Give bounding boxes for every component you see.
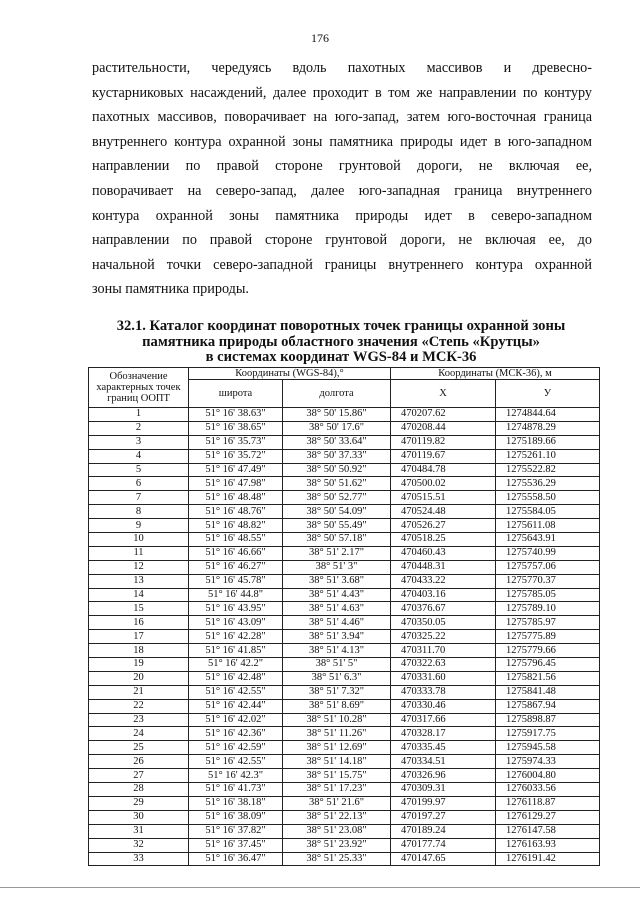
x-cell: 470177.74 [391,838,496,852]
y-cell: 1276129.27 [496,810,600,824]
y-cell: 1275558.50 [496,491,600,505]
longitude-cell: 38° 51' 4.63" [283,602,391,616]
y-cell: 1275974.33 [496,755,600,769]
longitude-cell: 38° 50' 17.6" [283,421,391,435]
latitude-cell: 51° 16' 42.28" [189,630,283,644]
y-cell: 1275898.87 [496,713,600,727]
point-number-cell: 24 [89,727,189,741]
point-number-cell: 1 [89,408,189,422]
point-number-cell: 9 [89,519,189,533]
point-number-cell: 22 [89,699,189,713]
x-cell: 470317.66 [391,713,496,727]
latitude-cell: 51° 16' 42.55" [189,755,283,769]
latitude-cell: 51° 16' 42.36" [189,727,283,741]
header-wgs84-group: Координаты (WGS-84),° [189,368,391,380]
point-number-cell: 16 [89,616,189,630]
longitude-cell: 38° 50' 51.62" [283,477,391,491]
y-cell: 1275841.48 [496,685,600,699]
longitude-cell: 38° 50' 57.18" [283,533,391,547]
x-cell: 470448.31 [391,560,496,574]
table-row [89,741,600,755]
point-number-cell: 23 [89,713,189,727]
x-cell: 470197.27 [391,810,496,824]
heading-line: памятника природы областного значения «Степь «Крутцы» [142,333,540,350]
y-cell: 1274844.64 [496,408,600,422]
point-number-cell: 15 [89,602,189,616]
paragraph-line: направлении по правой стороне грунтовой дороги, не включая ее, [92,158,592,175]
point-number-cell: 14 [89,588,189,602]
header-latitude: широта [189,380,283,408]
longitude-cell: 38° 51' 5" [283,658,391,672]
y-cell: 1275189.66 [496,435,600,449]
longitude-cell: 38° 50' 37.33" [283,449,391,463]
y-cell: 1275757.06 [496,560,600,574]
y-cell: 1276004.80 [496,769,600,783]
x-cell: 470524.48 [391,505,496,519]
y-cell: 1276163.93 [496,838,600,852]
longitude-cell: 38° 50' 54.09" [283,505,391,519]
x-cell: 470119.82 [391,435,496,449]
latitude-cell: 51° 16' 44.8" [189,588,283,602]
latitude-cell: 51° 16' 37.82" [189,824,283,838]
latitude-cell: 51° 16' 42.02" [189,713,283,727]
paragraph-line: поворачивает на северо-запад, далее юго-западная граница внутреннего [92,182,592,199]
latitude-cell: 51° 16' 43.95" [189,602,283,616]
paragraph-line: растительности, чередуясь вдоль пахотных массивов и древесно- [92,60,592,76]
x-cell: 470433.22 [391,574,496,588]
y-cell: 1275789.10 [496,602,600,616]
header-y: У [496,380,600,408]
point-number-cell: 17 [89,630,189,644]
latitude-cell: 51° 16' 47.49" [189,463,283,477]
latitude-cell: 51° 16' 48.76" [189,505,283,519]
y-cell: 1275770.37 [496,574,600,588]
latitude-cell: 51° 16' 42.48" [189,671,283,685]
x-cell: 470526.27 [391,519,496,533]
point-number-cell: 3 [89,435,189,449]
longitude-cell: 38° 51' 3.94" [283,630,391,644]
paragraph-line: зоны памятника природы. [92,281,249,298]
paragraph-line: кустарниковых насаждений, далее проходит в том же направлении по контуру [92,84,592,101]
longitude-cell: 38° 51' 8.69" [283,699,391,713]
latitude-cell: 51° 16' 38.09" [189,810,283,824]
x-cell: 470330.46 [391,699,496,713]
y-cell: 1275785.97 [496,616,600,630]
longitude-cell: 38° 51' 23.92" [283,838,391,852]
longitude-cell: 38° 51' 2.17" [283,546,391,560]
y-cell: 1275917.75 [496,727,600,741]
y-cell: 1276191.42 [496,852,600,866]
table-row [89,630,600,644]
latitude-cell: 51° 16' 36.47" [189,852,283,866]
table-row [89,727,600,741]
table-row [89,699,600,713]
table-row [89,602,600,616]
x-cell: 470376.67 [391,602,496,616]
latitude-cell: 51° 16' 35.72" [189,449,283,463]
y-cell: 1275867.94 [496,699,600,713]
longitude-cell: 38° 51' 21.6" [283,796,391,810]
point-number-cell: 18 [89,644,189,658]
latitude-cell: 51° 16' 46.66" [189,546,283,560]
latitude-cell: 51° 16' 42.59" [189,741,283,755]
table-row [89,588,600,602]
table-row [89,852,600,866]
x-cell: 470207.62 [391,408,496,422]
latitude-cell: 51° 16' 46.27" [189,560,283,574]
longitude-cell: 38° 51' 23.08" [283,824,391,838]
y-cell: 1275261.10 [496,449,600,463]
coordinates-table [88,367,600,866]
table-row [89,769,600,783]
point-number-cell: 6 [89,477,189,491]
point-number-cell: 20 [89,671,189,685]
table-row [89,783,600,797]
table-row [89,533,600,547]
longitude-cell: 38° 51' 14.18" [283,755,391,769]
x-cell: 470331.60 [391,671,496,685]
table-row [89,658,600,672]
longitude-cell: 38° 51' 12.69" [283,741,391,755]
y-cell: 1276118.87 [496,796,600,810]
heading-line: в системах координат WGS-84 и МСК-36 [205,349,477,365]
y-cell: 1274878.29 [496,421,600,435]
latitude-cell: 51° 16' 38.65" [189,421,283,435]
y-cell: 1275779.66 [496,644,600,658]
longitude-cell: 38° 50' 33.64" [283,435,391,449]
table-row [89,449,600,463]
x-cell: 470325.22 [391,630,496,644]
table-row [89,463,600,477]
longitude-cell: 38° 51' 4.43" [283,588,391,602]
latitude-cell: 51° 16' 38.18" [189,796,283,810]
latitude-cell: 51° 16' 45.78" [189,574,283,588]
table-row [89,685,600,699]
point-number-cell: 2 [89,421,189,435]
y-cell: 1275522.82 [496,463,600,477]
x-cell: 470335.45 [391,741,496,755]
page-number: 176 [311,31,329,45]
table-row [89,435,600,449]
point-number-cell: 33 [89,852,189,866]
longitude-cell: 38° 51' 4.46" [283,616,391,630]
y-cell: 1275785.05 [496,588,600,602]
y-cell: 1275584.05 [496,505,600,519]
longitude-cell: 38° 51' 25.33" [283,852,391,866]
paragraph-line: начальной точки северо-западной границы внутреннего контура охранной [92,256,592,273]
point-number-cell: 26 [89,755,189,769]
y-cell: 1275775.89 [496,630,600,644]
table-row [89,824,600,838]
table-row [89,505,600,519]
y-cell: 1275945.58 [496,741,600,755]
x-cell: 470147.65 [391,852,496,866]
point-number-cell: 21 [89,685,189,699]
table-row [89,519,600,533]
point-number-cell: 19 [89,658,189,672]
point-number-cell: 28 [89,783,189,797]
y-cell: 1275611.08 [496,519,600,533]
latitude-cell: 51° 16' 41.73" [189,783,283,797]
latitude-cell: 51° 16' 42.55" [189,685,283,699]
x-cell: 470328.17 [391,727,496,741]
latitude-cell: 51° 16' 42.44" [189,699,283,713]
x-cell: 470208.44 [391,421,496,435]
coordinates-table-container [88,367,599,866]
table-row [89,560,600,574]
point-number-cell: 30 [89,810,189,824]
table-row [89,796,600,810]
latitude-cell: 51° 16' 42.3" [189,769,283,783]
point-number-cell: 13 [89,574,189,588]
x-cell: 470500.02 [391,477,496,491]
table-body [89,408,600,866]
paragraph-line: направлении по правой стороне грунтовой дороги, не включая ее, до [92,232,592,249]
table-row [89,546,600,560]
header-point-designation: Обозначение характерных точек границ ООПТ [89,368,189,408]
x-cell: 470403.16 [391,588,496,602]
point-number-cell: 27 [89,769,189,783]
y-cell: 1275796.45 [496,658,600,672]
y-cell: 1275536.29 [496,477,600,491]
paragraph-line: внутреннего контура охранной зоны памятника природы идет в юго-западном [92,133,592,150]
point-number-cell: 25 [89,741,189,755]
point-number-cell: 7 [89,491,189,505]
table-row [89,644,600,658]
point-number-cell: 11 [89,546,189,560]
longitude-cell: 38° 51' 10.28" [283,713,391,727]
x-cell: 470311.70 [391,644,496,658]
x-cell: 470334.51 [391,755,496,769]
x-cell: 470326.96 [391,769,496,783]
point-number-cell: 4 [89,449,189,463]
x-cell: 470518.25 [391,533,496,547]
latitude-cell: 51° 16' 35.73" [189,435,283,449]
point-number-cell: 5 [89,463,189,477]
longitude-cell: 38° 51' 3" [283,560,391,574]
header-x: X [391,380,496,408]
table-row [89,616,600,630]
table-row [89,408,600,422]
latitude-cell: 51° 16' 48.82" [189,519,283,533]
x-cell: 470189.24 [391,824,496,838]
x-cell: 470199.97 [391,796,496,810]
point-number-cell: 12 [89,560,189,574]
table-row [89,574,600,588]
x-cell: 470322.63 [391,658,496,672]
paragraph-line: пахотных массивов, поворачивает на юго-запад, затем юго-восточная граница [92,109,592,126]
point-number-cell: 8 [89,505,189,519]
x-cell: 470460.43 [391,546,496,560]
y-cell: 1275643.91 [496,533,600,547]
latitude-cell: 51° 16' 37.45" [189,838,283,852]
longitude-cell: 38° 51' 22.13" [283,810,391,824]
y-cell: 1276033.56 [496,783,600,797]
longitude-cell: 38° 51' 17.23" [283,783,391,797]
longitude-cell: 38° 50' 50.92" [283,463,391,477]
latitude-cell: 51° 16' 48.55" [189,533,283,547]
table-row [89,810,600,824]
x-cell: 470119.67 [391,449,496,463]
header-msk36-group: Координаты (МСК-36), м [391,368,600,380]
page-footer-rule [0,887,640,888]
header-longitude: долгота [283,380,391,408]
longitude-cell: 38° 50' 55.49" [283,519,391,533]
y-cell: 1276147.58 [496,824,600,838]
point-number-cell: 31 [89,824,189,838]
longitude-cell: 38° 51' 15.75" [283,769,391,783]
longitude-cell: 38° 50' 15.86" [283,408,391,422]
table-row [89,713,600,727]
latitude-cell: 51° 16' 47.98" [189,477,283,491]
longitude-cell: 38° 51' 7.32" [283,685,391,699]
x-cell: 470333.78 [391,685,496,699]
latitude-cell: 51° 16' 42.2" [189,658,283,672]
latitude-cell: 51° 16' 38.63" [189,408,283,422]
heading-line: 32.1. Каталог координат поворотных точек границы охранной зоны [116,318,566,334]
longitude-cell: 38° 50' 52.77" [283,491,391,505]
table-row [89,477,600,491]
latitude-cell: 51° 16' 41.85" [189,644,283,658]
x-cell: 470484.78 [391,463,496,477]
longitude-cell: 38° 51' 3.68" [283,574,391,588]
x-cell: 470350.05 [391,616,496,630]
latitude-cell: 51° 16' 48.48" [189,491,283,505]
table-row [89,671,600,685]
y-cell: 1275740.99 [496,546,600,560]
y-cell: 1275821.56 [496,671,600,685]
longitude-cell: 38° 51' 11.26" [283,727,391,741]
table-row [89,838,600,852]
paragraph-line: контура охранной зоны памятника природы идет в северо-западном [92,207,592,224]
table-row [89,755,600,769]
section-heading [96,319,586,366]
longitude-cell: 38° 51' 4.13" [283,644,391,658]
table-row [89,421,600,435]
point-number-cell: 10 [89,533,189,547]
table-row [89,491,600,505]
x-cell: 470515.51 [391,491,496,505]
longitude-cell: 38° 51' 6.3" [283,671,391,685]
point-number-cell: 29 [89,796,189,810]
x-cell: 470309.31 [391,783,496,797]
body-paragraph [92,56,592,302]
latitude-cell: 51° 16' 43.09" [189,616,283,630]
point-number-cell: 32 [89,838,189,852]
